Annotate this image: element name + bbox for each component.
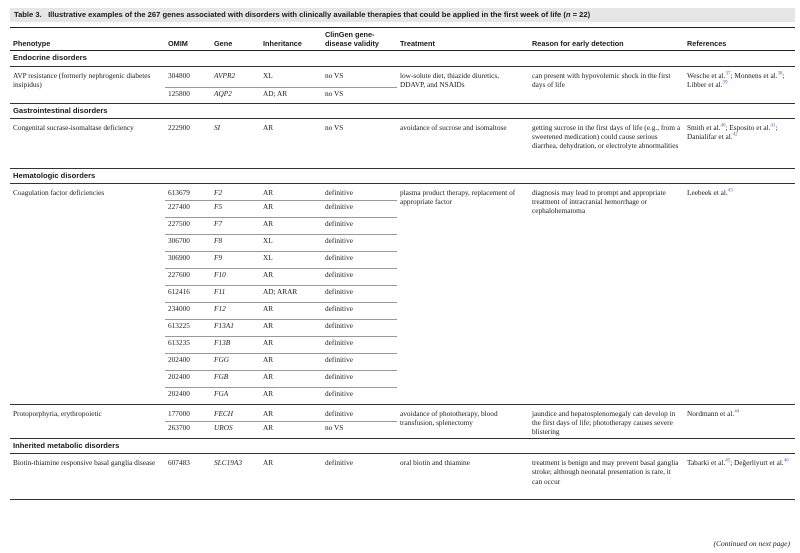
col-header-references: References [687, 39, 727, 49]
cell-phenotype: AVP resistance (formerly nephrogenic diabetes insipidus) [13, 70, 151, 89]
cell-treatment: plasma product therapy, replacement of appropriate factor [400, 188, 516, 207]
cell-reason: diagnosis may lead to prompt and appropriate treatment of intracranial hemorrhage or cephalohematoma [532, 188, 666, 216]
col-header-validity: ClinGen gene-disease validity [325, 30, 379, 49]
cell-validity: definitive [322, 405, 397, 422]
cell-gene: F8 [211, 235, 260, 252]
col-header-phenotype: Phenotype [13, 39, 51, 49]
cell-inheritance: AR [260, 218, 322, 235]
ref-text: Nordmann et al. [687, 409, 735, 419]
cell-validity: definitive [322, 269, 397, 286]
cell-gene: SLC19A3 [214, 458, 242, 468]
cell-inheritance: AD; ARAR [260, 286, 322, 303]
cell-omim: 612416 [165, 286, 211, 303]
section-title: Endocrine disorders [10, 51, 795, 66]
cell-inheritance: AR [260, 201, 322, 218]
ref-citation-link[interactable]: 40 [720, 123, 726, 129]
cell-inheritance: AD; AR [260, 87, 322, 103]
cell-omim: 202400 [165, 388, 211, 405]
cell-omim: 304800 [168, 70, 190, 80]
section-row-metabolic [10, 439, 795, 454]
cell-validity: no VS [322, 87, 397, 103]
cell-phenotype: Biotin-thiamine responsive basal ganglia disease [13, 458, 156, 468]
cell-treatment: avoidance of sucrose and isomaltose [400, 122, 507, 132]
cell-validity: definitive [322, 201, 397, 218]
cell-phenotype: Congenital sucrase-isomaltase deficiency [13, 122, 134, 132]
cell-treatment: oral biotin and thiamine [400, 458, 470, 468]
section-title: Gastrointestinal disorders [10, 103, 795, 118]
caption-n-var: n [565, 10, 571, 19]
ref-citation-link[interactable]: 41 [770, 123, 776, 129]
ref-text: Smith et al. [687, 122, 721, 132]
cell-gene: F13A1 [211, 320, 260, 337]
section-title: Hematologic disorders [10, 168, 795, 183]
cell-gene: AQP2 [211, 87, 260, 103]
cell-references [684, 66, 795, 103]
header-row [10, 28, 795, 51]
cell-inheritance: AR [260, 320, 322, 337]
cell-gene: F13B [211, 337, 260, 354]
cell-inheritance: AR [260, 337, 322, 354]
cell-gene: FGG [211, 354, 260, 371]
cell-inheritance: AR [260, 354, 322, 371]
cell-reason: jaundice and hepatosplenomegaly can develop in the first days of life; phototherapy causes severe blistering [529, 405, 684, 439]
cell-validity: definitive [322, 320, 397, 337]
cell-omim: 613679 [168, 188, 190, 198]
cell-treatment: low-solute diet, thiazide diuretics, DDAVP, and NSAIDs [400, 70, 500, 89]
cell-references [684, 405, 795, 439]
col-header-treatment: Treatment [400, 39, 435, 49]
cell-phenotype: Coagulation factor deficiencies [13, 188, 105, 198]
cell-validity: definitive [322, 235, 397, 252]
caption-text: Illustrative examples of the 267 genes associated with disorders with clinically available therapies that could be applied in the first week of life ( [48, 10, 566, 19]
cell-inheritance: AR [260, 405, 322, 422]
ref-citation-link[interactable]: 39 [722, 80, 728, 86]
cell-gene: UROS [211, 422, 260, 439]
table-label: Table 3. [14, 10, 42, 19]
section-row-gastro [10, 103, 795, 118]
cell-validity: definitive [322, 286, 397, 303]
cell-inheritance: AR [260, 388, 322, 405]
cell-inheritance: XL [260, 252, 322, 269]
section-title: Inherited metabolic disorders [10, 439, 795, 454]
continued-note: (Continued on next page) [713, 539, 790, 548]
cell-validity: definitive [325, 458, 353, 468]
ref-text: Wesche et al. [687, 70, 726, 80]
cell-references [684, 454, 795, 500]
cell-treatment: avoidance of phototherapy, blood transfusion, splenectomy [397, 405, 529, 439]
cell-omim: 306700 [165, 235, 211, 252]
ref-citation-link[interactable]: 38 [777, 71, 783, 77]
cell-inheritance: AR [263, 458, 274, 468]
cell-omim: 234000 [165, 303, 211, 320]
cell-validity: definitive [322, 388, 397, 405]
col-header-inheritance: Inheritance [263, 39, 302, 49]
ref-text: ; Danialifar et al. [687, 122, 778, 142]
ref-citation-link[interactable]: 42 [732, 132, 738, 138]
cell-validity: definitive [322, 303, 397, 320]
cell-reason: can present with hypovolemic shock in the first days of life [532, 70, 671, 89]
cell-gene: F12 [211, 303, 260, 320]
cell-omim: 222900 [168, 122, 190, 132]
ref-citation-link[interactable]: 43 [727, 188, 733, 194]
cell-references [684, 184, 795, 405]
ref-citation-link[interactable]: 46 [783, 458, 789, 464]
cell-validity: no VS [322, 422, 397, 439]
cell-gene: SI [214, 122, 221, 132]
cell-omim: 227500 [165, 218, 211, 235]
table-row [10, 66, 795, 87]
cell-gene: F2 [214, 188, 223, 198]
caption-n-value: = 22) [570, 10, 591, 19]
cell-gene: F10 [211, 269, 260, 286]
ref-text: ; Değerliyurt et al. [730, 458, 784, 468]
section-row-hema [10, 168, 795, 183]
cell-inheritance: XL [260, 235, 322, 252]
table-row [10, 405, 795, 422]
cell-phenotype: Protoporphyria, erythropoietic [10, 405, 165, 439]
cell-omim: 613225 [165, 320, 211, 337]
table-row [10, 184, 795, 201]
cell-inheritance: AR [263, 122, 274, 132]
cell-gene: F7 [211, 218, 260, 235]
cell-omim: 202400 [165, 371, 211, 388]
cell-validity: definitive [322, 252, 397, 269]
cell-gene: F9 [211, 252, 260, 269]
ref-text: Tabarki et al. [687, 458, 726, 468]
cell-inheritance: AR [263, 188, 274, 198]
cell-inheritance: AR [260, 422, 322, 439]
cell-omim: 125800 [165, 87, 211, 103]
cell-omim: 607483 [168, 458, 190, 468]
cell-omim: 306900 [165, 252, 211, 269]
cell-omim: 613235 [165, 337, 211, 354]
ref-text: ; Monnens et al. [730, 70, 778, 80]
cell-inheritance: AR [260, 303, 322, 320]
cell-inheritance: AR [260, 269, 322, 286]
ref-text: ; Libber et al. [687, 70, 785, 89]
cell-validity: definitive [322, 218, 397, 235]
cell-references [684, 118, 795, 168]
cell-gene: AVPR2 [214, 70, 236, 80]
ref-text: ; Esposito et al. [725, 122, 771, 132]
table-row [10, 454, 795, 500]
ref-text: Leebeek et al. [687, 188, 728, 198]
cell-omim: 177000 [165, 405, 211, 422]
table-row [10, 118, 795, 168]
genes-table [10, 27, 795, 500]
col-header-reason: Reason for early detection [532, 39, 624, 49]
cell-validity: no VS [325, 122, 344, 132]
cell-omim: 227600 [165, 269, 211, 286]
cell-omim: 263700 [165, 422, 211, 439]
ref-citation-link[interactable]: 44 [734, 409, 740, 415]
cell-validity: definitive [325, 188, 353, 198]
cell-gene: FECH [211, 405, 260, 422]
cell-omim: 227400 [165, 201, 211, 218]
cell-reason: treatment is benign and may prevent basal ganglia stroke; although neonatal presentation is rare, it can occur [532, 458, 679, 486]
cell-inheritance: XL [263, 70, 273, 80]
cell-validity: no VS [325, 70, 344, 80]
cell-validity: definitive [322, 337, 397, 354]
col-header-gene: Gene [214, 39, 233, 49]
cell-validity: definitive [322, 354, 397, 371]
cell-validity: definitive [322, 371, 397, 388]
cell-reason: getting sucrose in the first days of life (e.g., from a sweetened medication) could cause serious diarrhea, dehydration, or electrolyte abnormalities [532, 122, 681, 151]
section-row-endocrine [10, 51, 795, 66]
table-caption [10, 8, 795, 22]
cell-gene: FGB [211, 371, 260, 388]
cell-omim: 202400 [165, 354, 211, 371]
ref-citation-link[interactable]: 45 [725, 458, 731, 464]
ref-citation-link[interactable]: 37 [725, 71, 731, 77]
col-header-omim: OMIM [168, 39, 188, 49]
cell-inheritance: AR [260, 371, 322, 388]
cell-gene: FGA [211, 388, 260, 405]
cell-gene: F5 [211, 201, 260, 218]
cell-gene: F11 [211, 286, 260, 303]
